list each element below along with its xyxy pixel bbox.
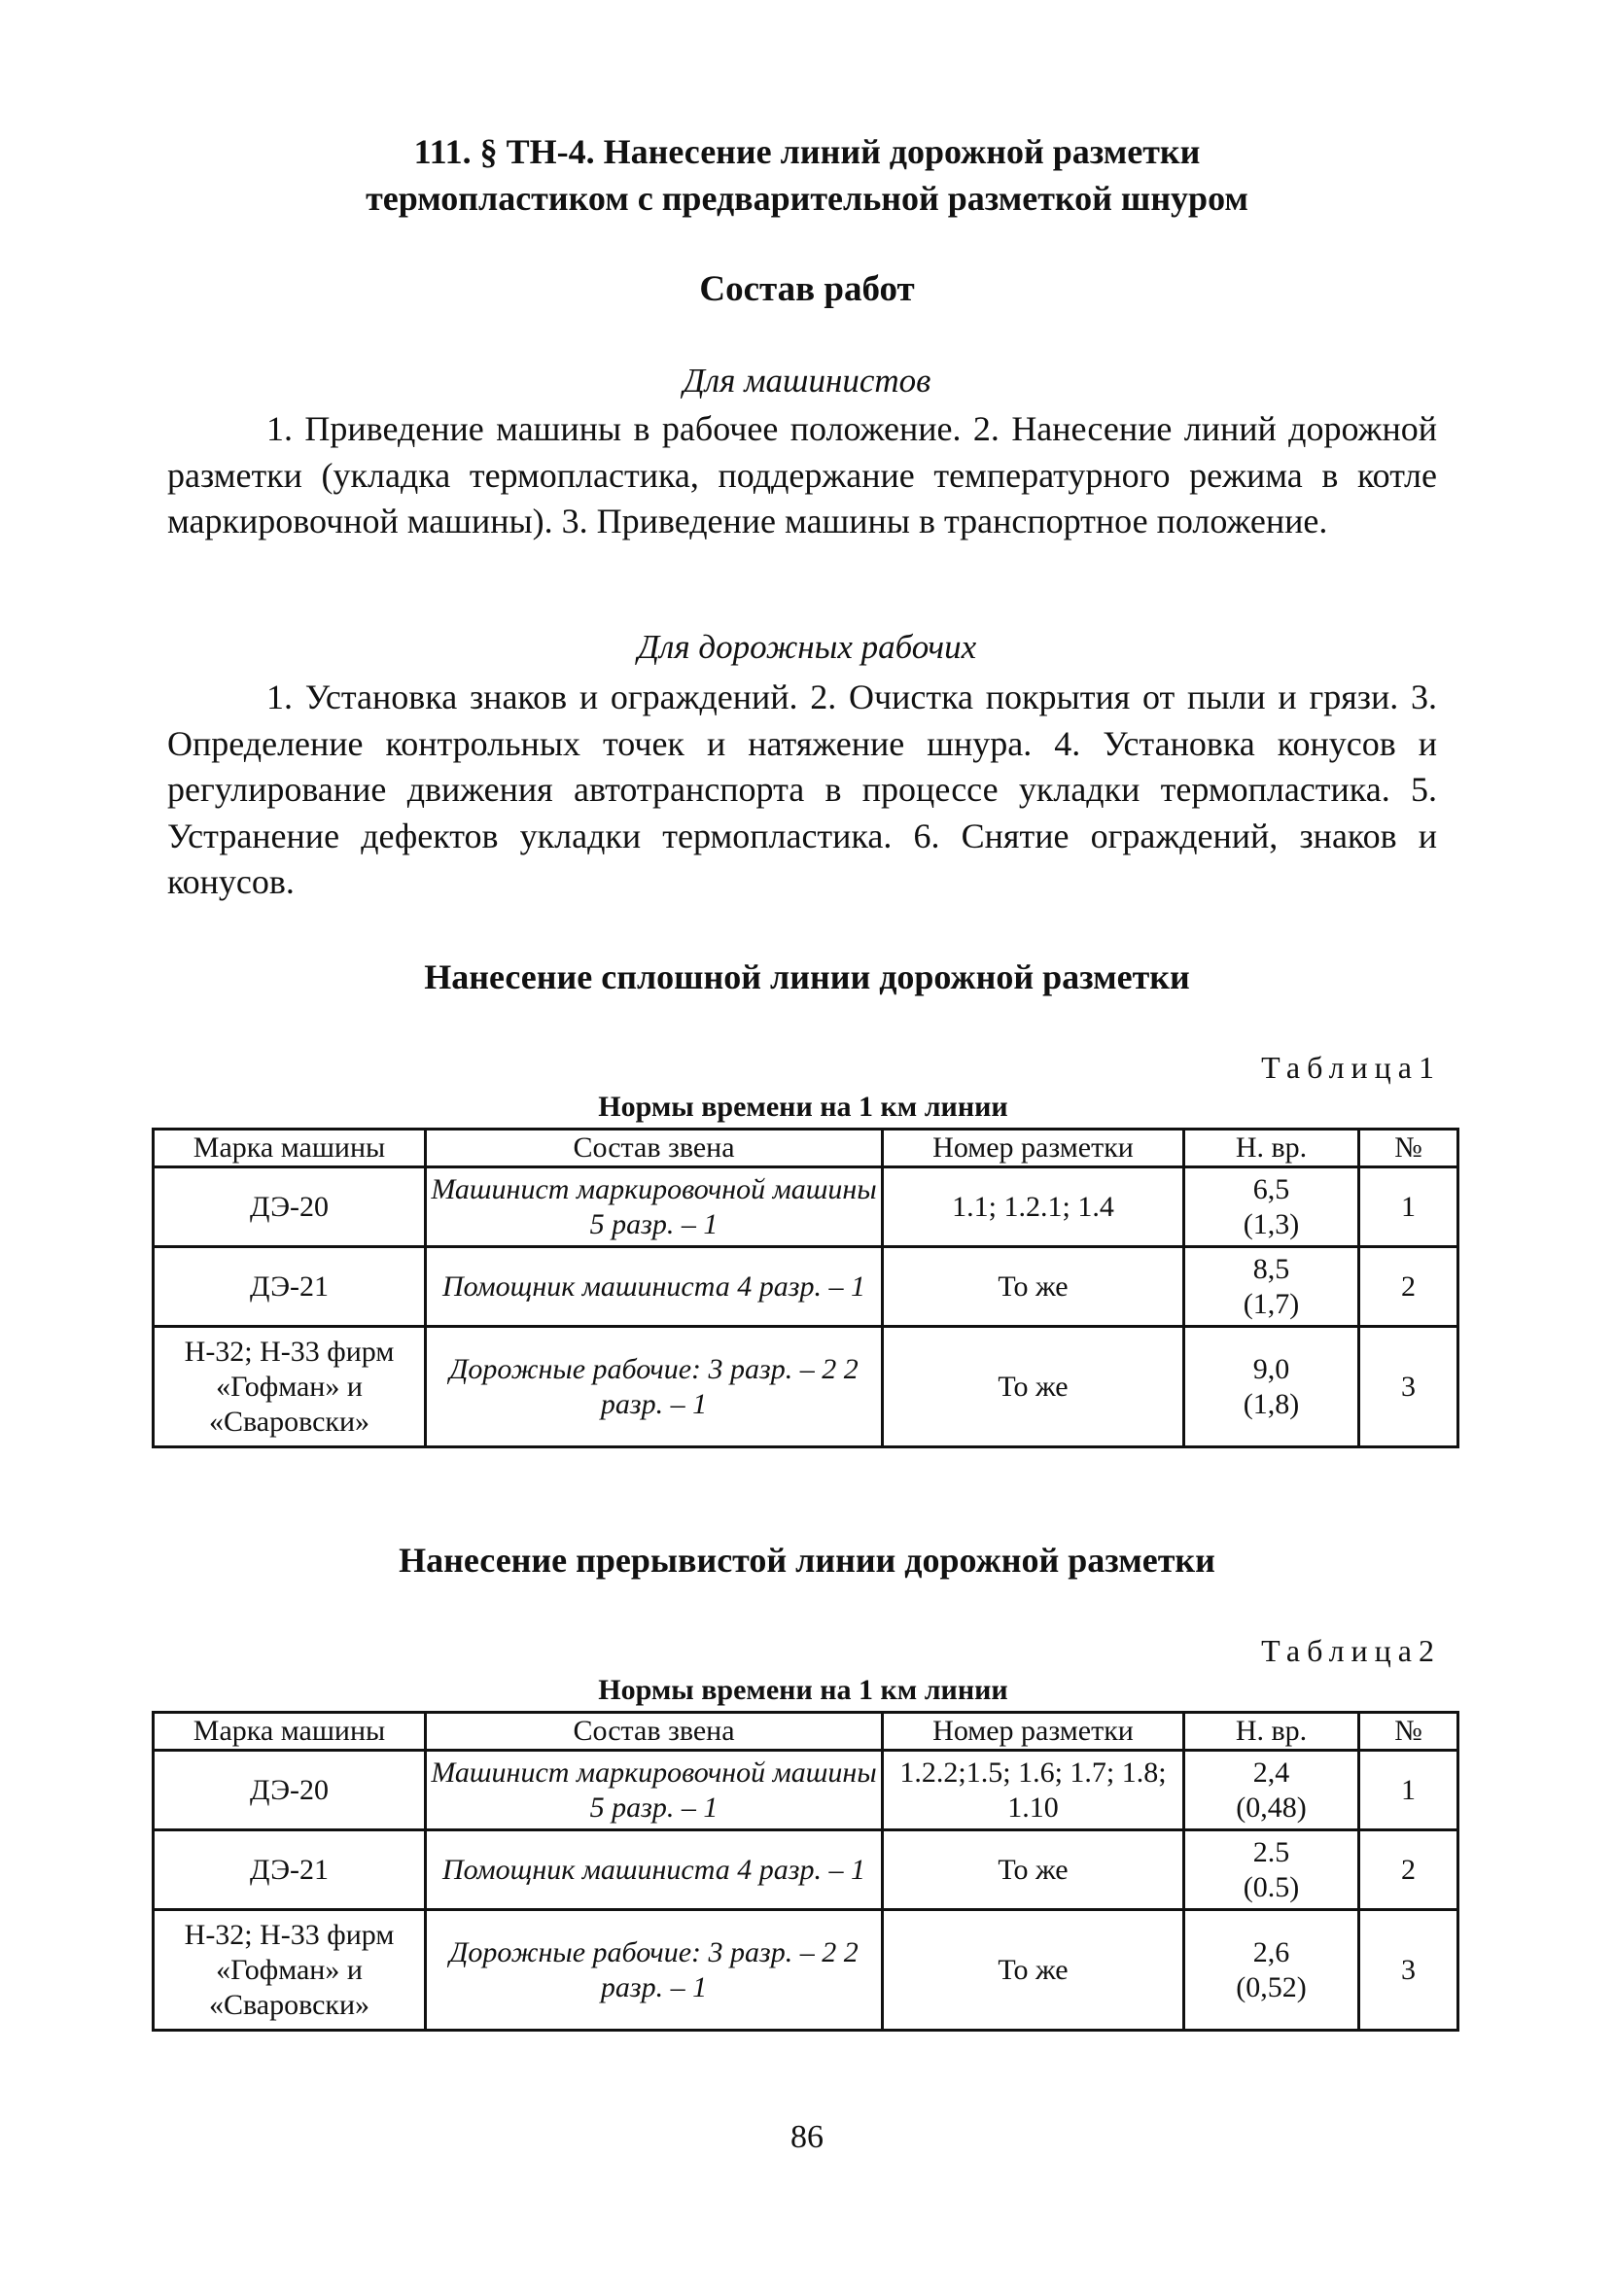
machinists-heading: Для машинистов: [683, 362, 931, 400]
number-cell: 3: [1359, 1327, 1458, 1447]
title-line-1: 111. § ТН-4. Нанесение линий дорожной разметки: [413, 132, 1201, 171]
norm-cell: [1184, 1751, 1359, 1830]
col-crew-header: Состав звена: [426, 1130, 883, 1167]
norm-sub-value: (1,3): [1243, 1207, 1300, 1240]
machinists-paragraph: [167, 406, 1437, 545]
col-machine-header: Марка машины: [154, 1713, 426, 1751]
machine-cell: ДЭ-20: [154, 1751, 426, 1830]
crew-cell: Машинист маркировочной машины 5 разр. – 1: [426, 1751, 883, 1830]
composition-heading: Состав работ: [699, 269, 915, 309]
norm-sub-value: (1,8): [1243, 1387, 1300, 1420]
table2: [152, 1711, 1459, 2032]
marking-cell: 1.2.2;1.5; 1.6; 1.7; 1.8; 1.10: [883, 1751, 1184, 1830]
marking-cell: 1.1; 1.2.1; 1.4: [883, 1167, 1184, 1247]
machine-cell: ДЭ-21: [154, 1247, 426, 1327]
col-number-header: №: [1359, 1130, 1458, 1167]
machinists-text: 1. Приведение машины в рабочее положение. 2. Нанесение линий дорожной разметки (укладка термопластика, поддержание температурного режима в котле маркировочной машины). 3. Приведение машины в транспортное положение.: [167, 409, 1437, 540]
page-title: [0, 128, 1614, 222]
table-row: [154, 1751, 1458, 1830]
road-workers-paragraph: [167, 675, 1437, 906]
norm-cell: [1184, 1327, 1359, 1447]
norm-sub-value: (1,7): [1243, 1287, 1300, 1320]
norm-value: 2,4: [1252, 1756, 1290, 1789]
table1-section-title: Нанесение сплошной линии дорожной разметки: [424, 957, 1190, 996]
table1-label: Таблица1: [1261, 1050, 1441, 1085]
norm-value: 2,6: [1252, 1935, 1290, 1968]
machine-cell: ДЭ-20: [154, 1167, 426, 1247]
table-row: [154, 1247, 1458, 1327]
road-workers-heading: Для дорожных рабочих: [637, 628, 977, 666]
machine-cell: Н-32; Н-33 фирм «Гофман» и «Сваровски»: [154, 1910, 426, 2031]
number-cell: 2: [1359, 1247, 1458, 1327]
title-line-2: термопластиком с предварительной разметкой шнуром: [366, 179, 1248, 218]
table2-caption: Нормы времени на 1 км линии: [598, 1674, 1008, 1706]
table2-label: Таблица2: [1261, 1633, 1441, 1668]
col-norm-header: Н. вр.: [1184, 1130, 1359, 1167]
number-cell: 3: [1359, 1910, 1458, 2031]
crew-cell: Дорожные рабочие: 3 разр. – 2 2 разр. – 1: [426, 1327, 883, 1447]
table-row: [154, 1327, 1458, 1447]
table1-caption: Нормы времени на 1 км линии: [598, 1091, 1008, 1123]
norm-sub-value: (0,52): [1236, 1970, 1307, 2003]
crew-cell: Дорожные рабочие: 3 разр. – 2 2 разр. – 1: [426, 1910, 883, 2031]
col-machine-header: Марка машины: [154, 1130, 426, 1167]
norm-cell: [1184, 1830, 1359, 1910]
crew-cell: Машинист маркировочной машины 5 разр. – 1: [426, 1167, 883, 1247]
number-cell: 2: [1359, 1830, 1458, 1910]
norm-value: 6,5: [1252, 1172, 1290, 1205]
machine-cell: ДЭ-21: [154, 1830, 426, 1910]
number-cell: 1: [1359, 1167, 1458, 1247]
table-row: [154, 1830, 1458, 1910]
col-marking-header: Номер разметки: [883, 1713, 1184, 1751]
marking-cell: То же: [883, 1910, 1184, 2031]
col-norm-header: Н. вр.: [1184, 1713, 1359, 1751]
number-cell: 1: [1359, 1751, 1458, 1830]
crew-cell: Помощник машиниста 4 разр. – 1: [426, 1247, 883, 1327]
norm-value: 2.5: [1252, 1835, 1290, 1868]
col-number-header: №: [1359, 1713, 1458, 1751]
table2-header-row: [154, 1713, 1458, 1751]
table2-section-title: Нанесение прерывистой линии дорожной разметки: [399, 1541, 1215, 1580]
norm-value: 8,5: [1252, 1252, 1290, 1285]
crew-cell: Помощник машиниста 4 разр. – 1: [426, 1830, 883, 1910]
marking-cell: То же: [883, 1247, 1184, 1327]
machine-cell: Н-32; Н-33 фирм «Гофман» и «Сваровски»: [154, 1327, 426, 1447]
norm-cell: [1184, 1167, 1359, 1247]
table-row: [154, 1910, 1458, 2031]
col-marking-header: Номер разметки: [883, 1130, 1184, 1167]
table1-header-row: [154, 1130, 1458, 1167]
marking-cell: То же: [883, 1830, 1184, 1910]
page-number: 86: [790, 2119, 824, 2155]
norm-cell: [1184, 1910, 1359, 2031]
table1: [152, 1128, 1459, 1448]
col-crew-header: Состав звена: [426, 1713, 883, 1751]
norm-sub-value: (0.5): [1243, 1870, 1300, 1903]
road-workers-text: 1. Установка знаков и ограждений. 2. Очистка покрытия от пыли и грязи. 3. Определение контрольных точек и натяжение шнура. 4. Установка конусов и регулирование движения автотранспорта в процессе укладки термопластика. 5. Устранение дефектов укладки термопластика. 6. Снятие ограждений, знаков и конусов.: [167, 678, 1437, 901]
table-row: [154, 1167, 1458, 1247]
norm-sub-value: (0,48): [1236, 1791, 1307, 1824]
marking-cell: То же: [883, 1327, 1184, 1447]
norm-cell: [1184, 1247, 1359, 1327]
norm-value: 9,0: [1252, 1352, 1290, 1385]
